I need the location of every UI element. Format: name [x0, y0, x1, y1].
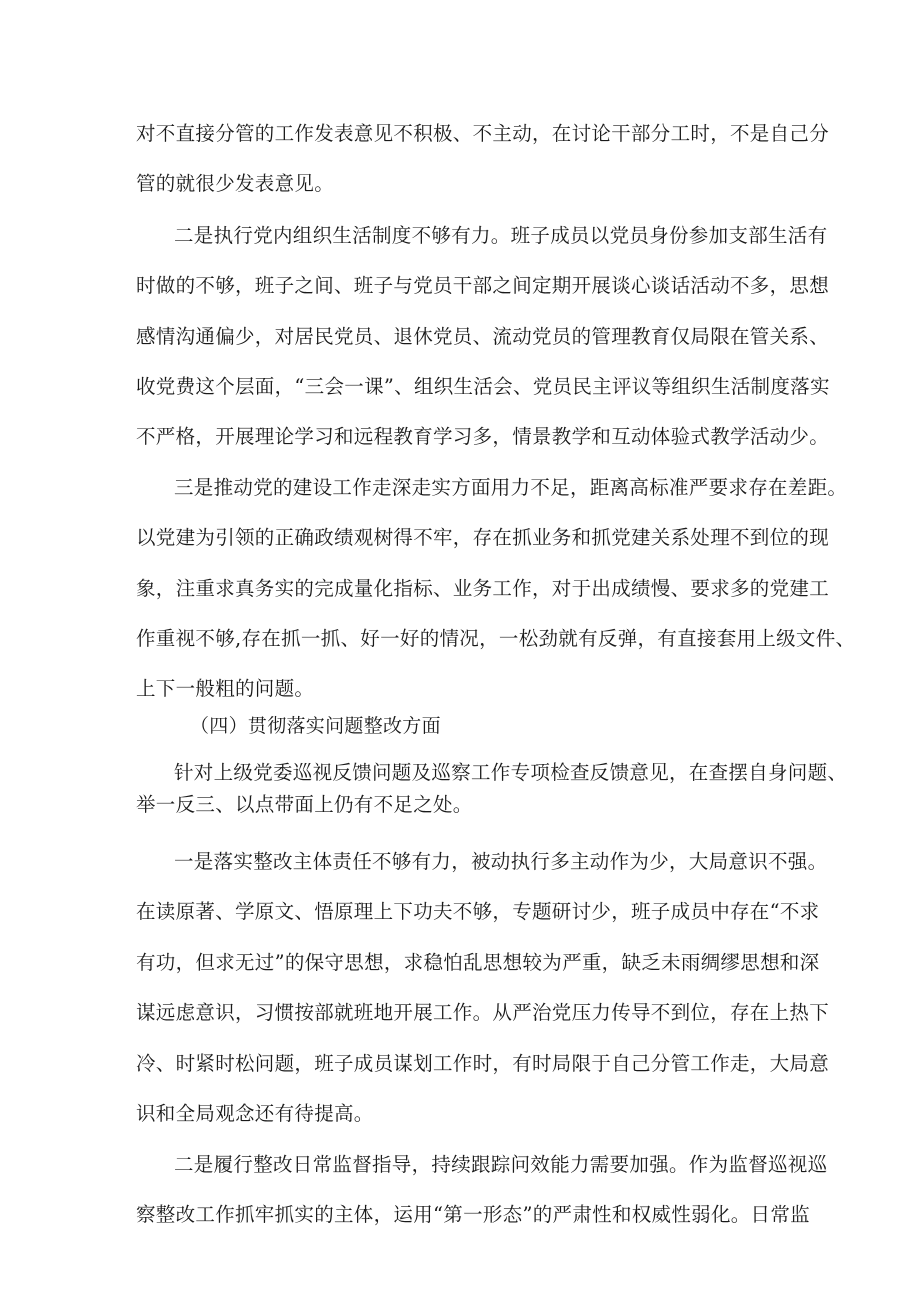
text-line: 管的就很少发表意见。 [136, 172, 335, 195]
text-line: 一是落实整改主体责任不够有力，被动执行多主动作为少，大局意识不强。 [174, 850, 828, 873]
text-line: 识和全局观念还有待提高。 [136, 1102, 374, 1125]
text-line: 在读原著、学原文、悟原理上下功夫不够，专题研讨少，班子成员中存在“不求 [136, 900, 820, 923]
text-line: 有功，但求无过”的保守思想，求稳怕乱思想较为严重，缺乏未雨绸缪思想和深 [136, 951, 820, 974]
text-line: 以党建为引领的正确政绩观树得不牢，存在抓业务和抓党建关系处理不到位的现 [136, 526, 830, 549]
text-line: 二是履行整改日常监督指导，持续跟踪问效能力需要加强。作为监督巡视巡 [174, 1153, 828, 1176]
text-line: 作重视不够,存在抓一抓、好一好的情况，一松劲就有反弹，有直接套用上级文件、 [136, 627, 856, 650]
text-line: 察整改工作抓牢抓实的主体，运用“第一形态”的严肃性和权威性弱化。日常监 [136, 1203, 810, 1226]
text-line: 象，注重求真务实的完成量化指标、业务工作，对于出成绩慢、要求多的党建工 [136, 577, 830, 600]
text-line: 冷、时紧时松问题，班子成员谋划工作时，有时局限于自己分管工作走，大局意 [136, 1052, 830, 1075]
text-line: 针对上级党委巡视反馈问题及巡察工作专项检查反馈意见，在查摆自身问题、 [174, 761, 848, 784]
text-line: 三是推动党的建设工作走深走实方面用力不足，距离高标准严要求存在差距。 [174, 476, 848, 499]
text-line: 上下一般粗的问题。 [136, 677, 315, 700]
text-line: 谋远虑意识，习惯按部就班地开展工作。从严治党压力传导不到位，存在上热下 [136, 1001, 830, 1024]
text-line: 时做的不够，班子之间、班子与党员干部之间定期开展谈心谈话活动不多，思想 [136, 274, 830, 297]
text-line: 举一反三、以点带面上仍有不足之处。 [136, 793, 473, 816]
text-line: 二是执行党内组织生活制度不够有力。班子成员以党员身份参加支部生活有 [174, 224, 828, 247]
text-line: 不严格，开展理论学习和远程教育学习多，情景教学和互动体验式教学活动少。 [136, 425, 830, 448]
text-line: 对不直接分管的工作发表意见不积极、不主动，在讨论干部分工时，不是自己分 [136, 122, 830, 145]
text-line: 收党费这个层面，“三会一课”、组织生活会、党员民主评议等组织生活制度落实 [136, 375, 830, 398]
text-line: 感情沟通偏少，对居民党员、退休党员、流动党员的管理教育仅局限在管关系、 [136, 325, 830, 348]
section-heading: （四）贯彻落实问题整改方面 [190, 715, 441, 737]
